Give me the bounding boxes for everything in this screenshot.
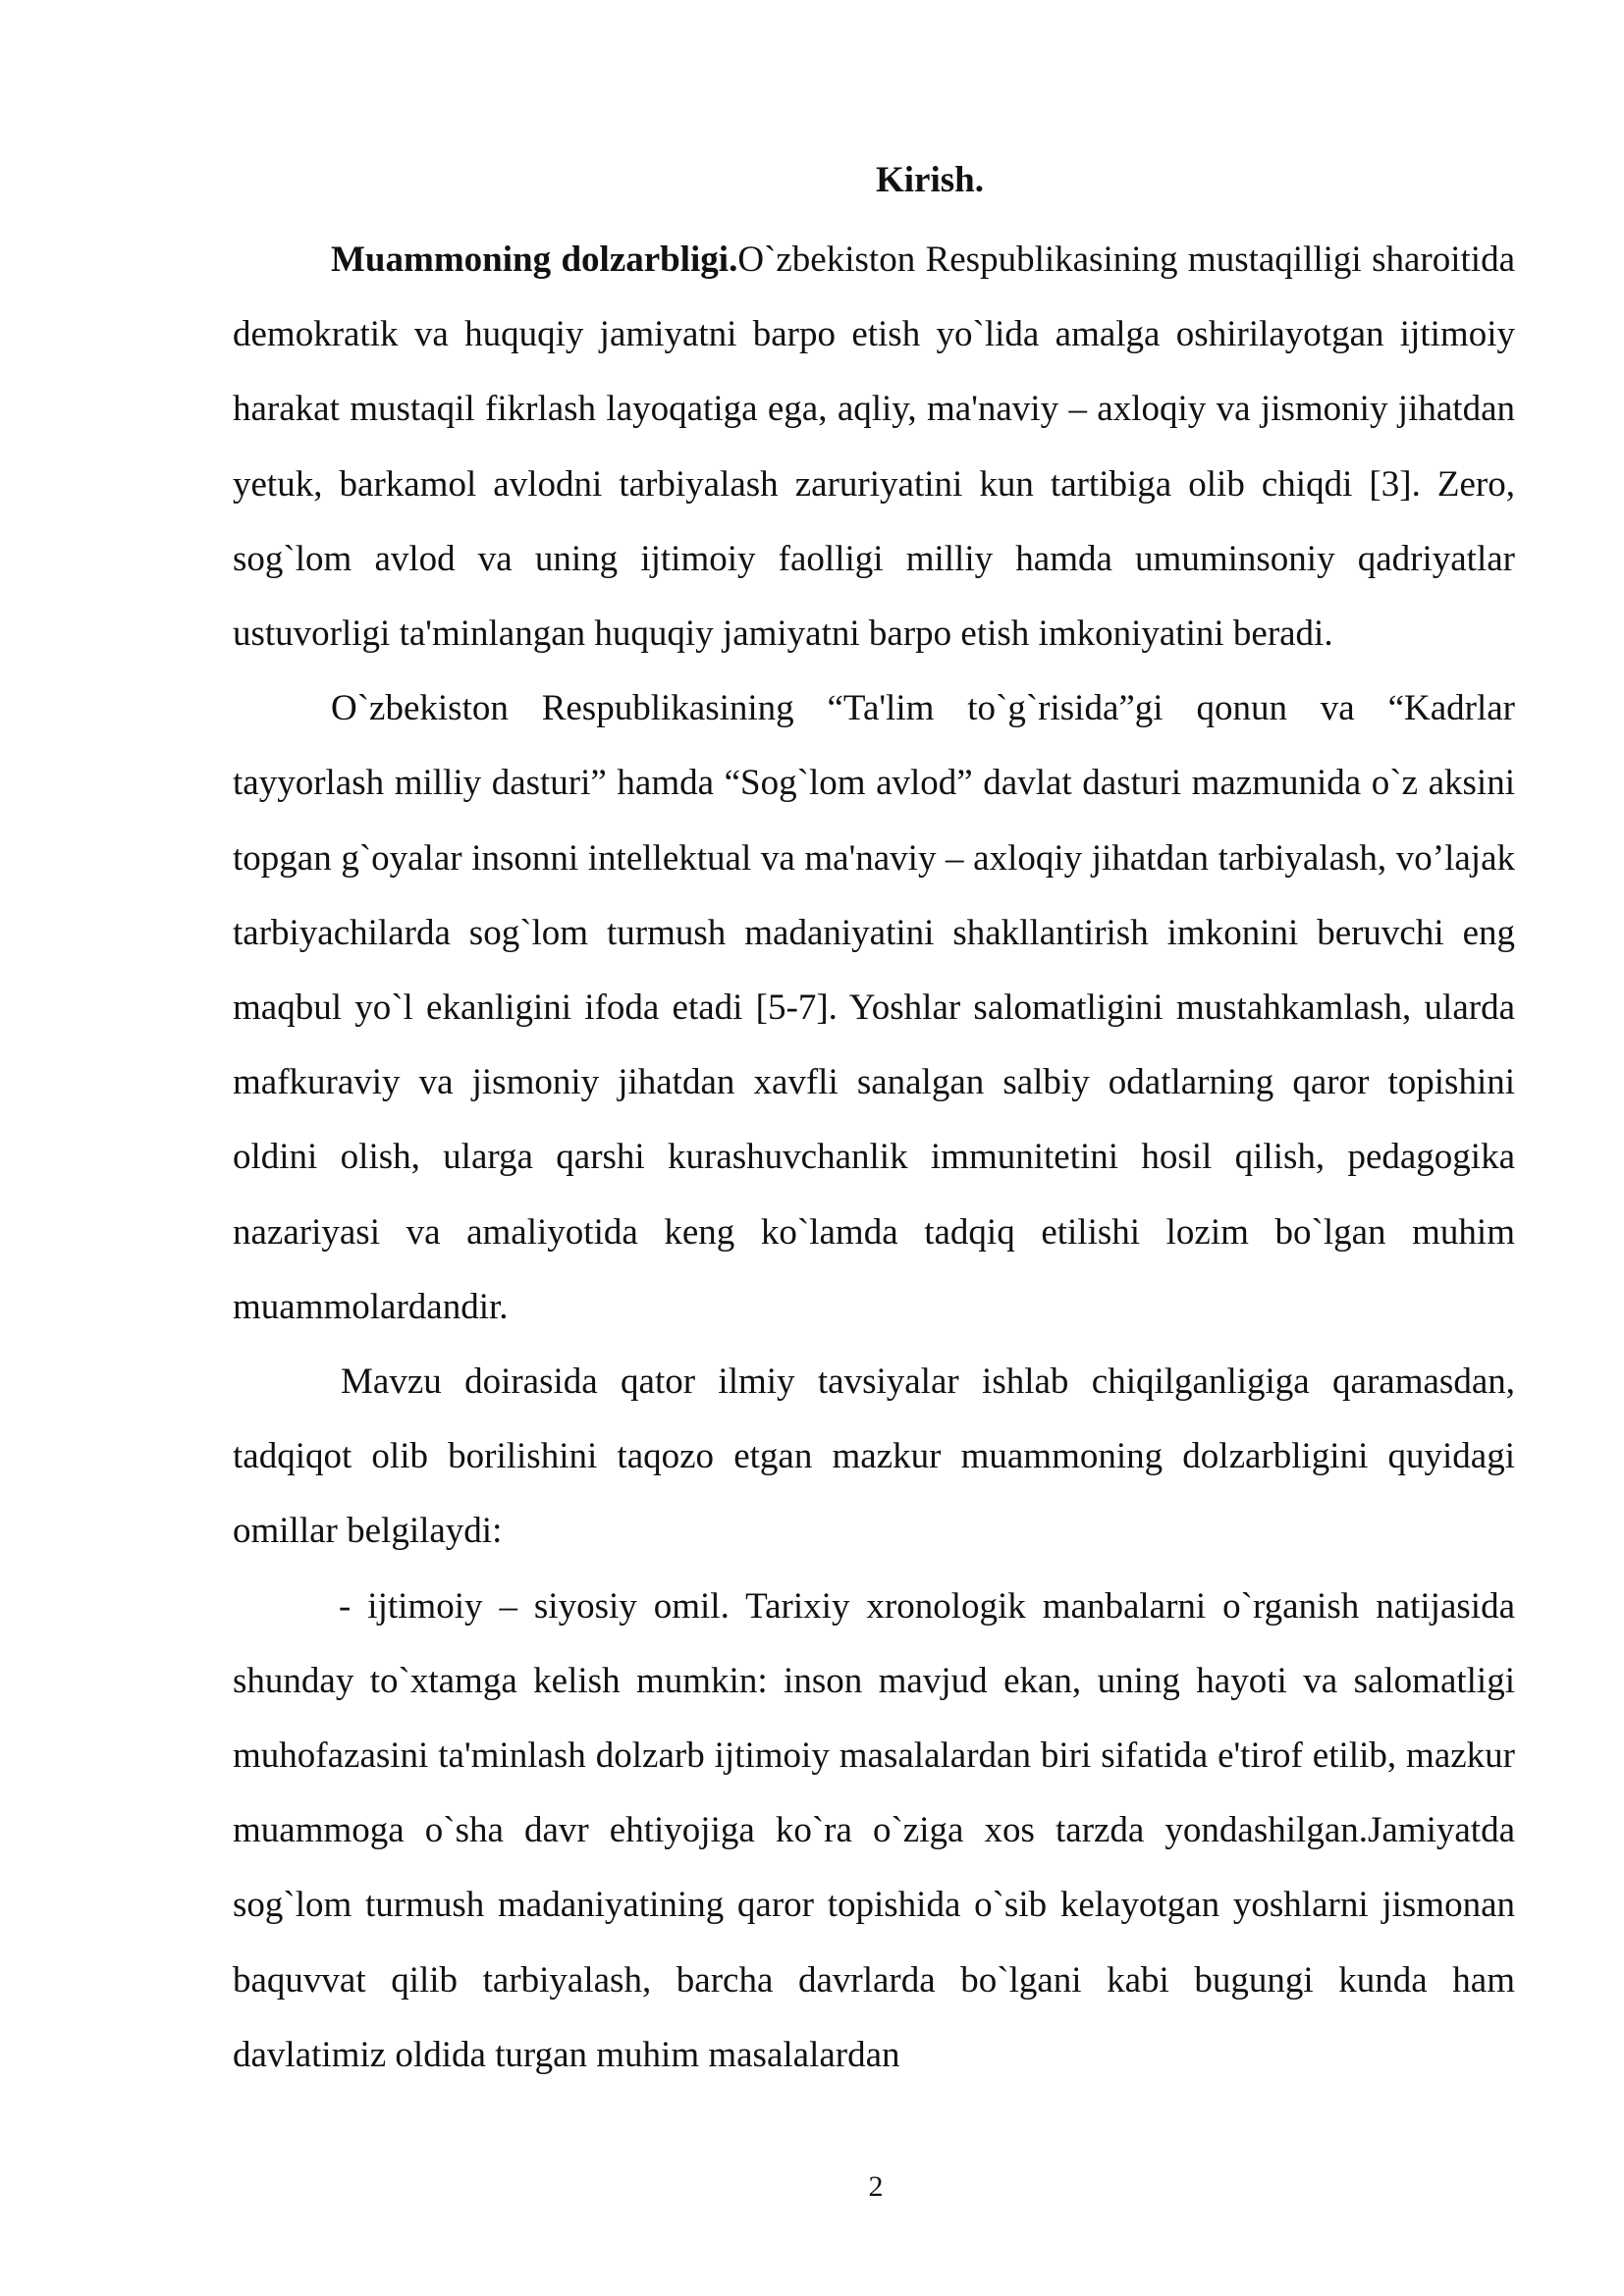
section-heading: Kirish. xyxy=(876,160,984,200)
body-text xyxy=(233,223,1515,2093)
paragraph-laws xyxy=(233,671,1515,1345)
paragraph-text: O`zbekiston Respublikasining “Ta'lim to`g`risida”gi qonun va “Kadrlar tayyorlash milliy dasturi” hamda “Sog`lom avlod” davlat dasturi mazmunida o`z aksini topgan g`oyalar insonni intellektual va ma'naviy – axloqiy jihatdan tarbiyalash, vo’lajak tarbiyachilarda sog`lom turmush madaniyatini shakllantirish imkonini beruvchi eng maqbul yo`l ekanligini ifoda etadi [5-7]. Yoshlar salomatligini mustahkamlash, ularda mafkuraviy va jismoniy jihatdan xavfli sanalgan salbiy odatlarning qaror topishini oldini olish, ularga qarshi kurashuvchanlik immunitetini hosil qilish, pedagogika nazariyasi va amaliyotida keng ko`lamda tadqiq etilishi lozim bo`lgan muhim muammolardandir. xyxy=(233,688,1515,1327)
paragraph-factors-intro xyxy=(233,1345,1515,1570)
paragraph-text: O`zbekiston Respublikasining mustaqilligi sharoitida demokratik va huquqiy jamiyatni barpo etish yo`lida amalga oshirilayotgan ijtimoiy harakat mustaqil fikrlash layoqatiga ega, aqliy, ma'naviy – axloqiy va jismoniy jihatdan yetuk, barkamol avlodni tarbiyalash zaruriyatini kun tartibiga olib chiqdi [3]. Zero, sog`lom avlod va uning ijtimoiy faolligi milliy hamda umuminsoniy qadriyatlar ustuvorligi ta'minlangan huquqiy jamiyatni barpo etish imkoniyatini beradi. xyxy=(233,240,1515,655)
paragraph-relevance xyxy=(233,223,1515,671)
paragraph-text: - ijtimoiy – siyosiy omil. Tarixiy xronologik manbalarni o`rganish natijasida shunday to`xtamga kelish mumkin: inson mavjud ekan, uning hayoti va salomatligi muhofazasini ta'minlash dolzarb ijtimoiy masalalardan biri sifatida e'tirof etilib, mazkur muammoga o`sha davr ehtiyojiga ko`ra o`ziga xos tarzda yondashilgan.Jamiyatda sog`lom turmush madaniyatining qaror topishida o`sib kelayotgan yoshlarni jismonan baquvvat qilib tarbiyalash, barcha davrlarda bo`lgani kabi bugungi kunda ham davlatimiz oldida turgan muhim masalalardan xyxy=(233,1585,1515,2075)
page-number: 2 xyxy=(868,2170,884,2203)
paragraph-lead: Muammoning dolzarbligi. xyxy=(331,240,738,280)
paragraph-text: Mavzu doirasida qator ilmiy tavsiyalar ishlab chiqilganligiga qaramasdan, tadqiqot olib borilishini taqozo etgan mazkur muammoning dolzarbligini quyidagi omillar belgilaydi: xyxy=(233,1362,1515,1552)
paragraph-social-political xyxy=(233,1570,1515,2093)
